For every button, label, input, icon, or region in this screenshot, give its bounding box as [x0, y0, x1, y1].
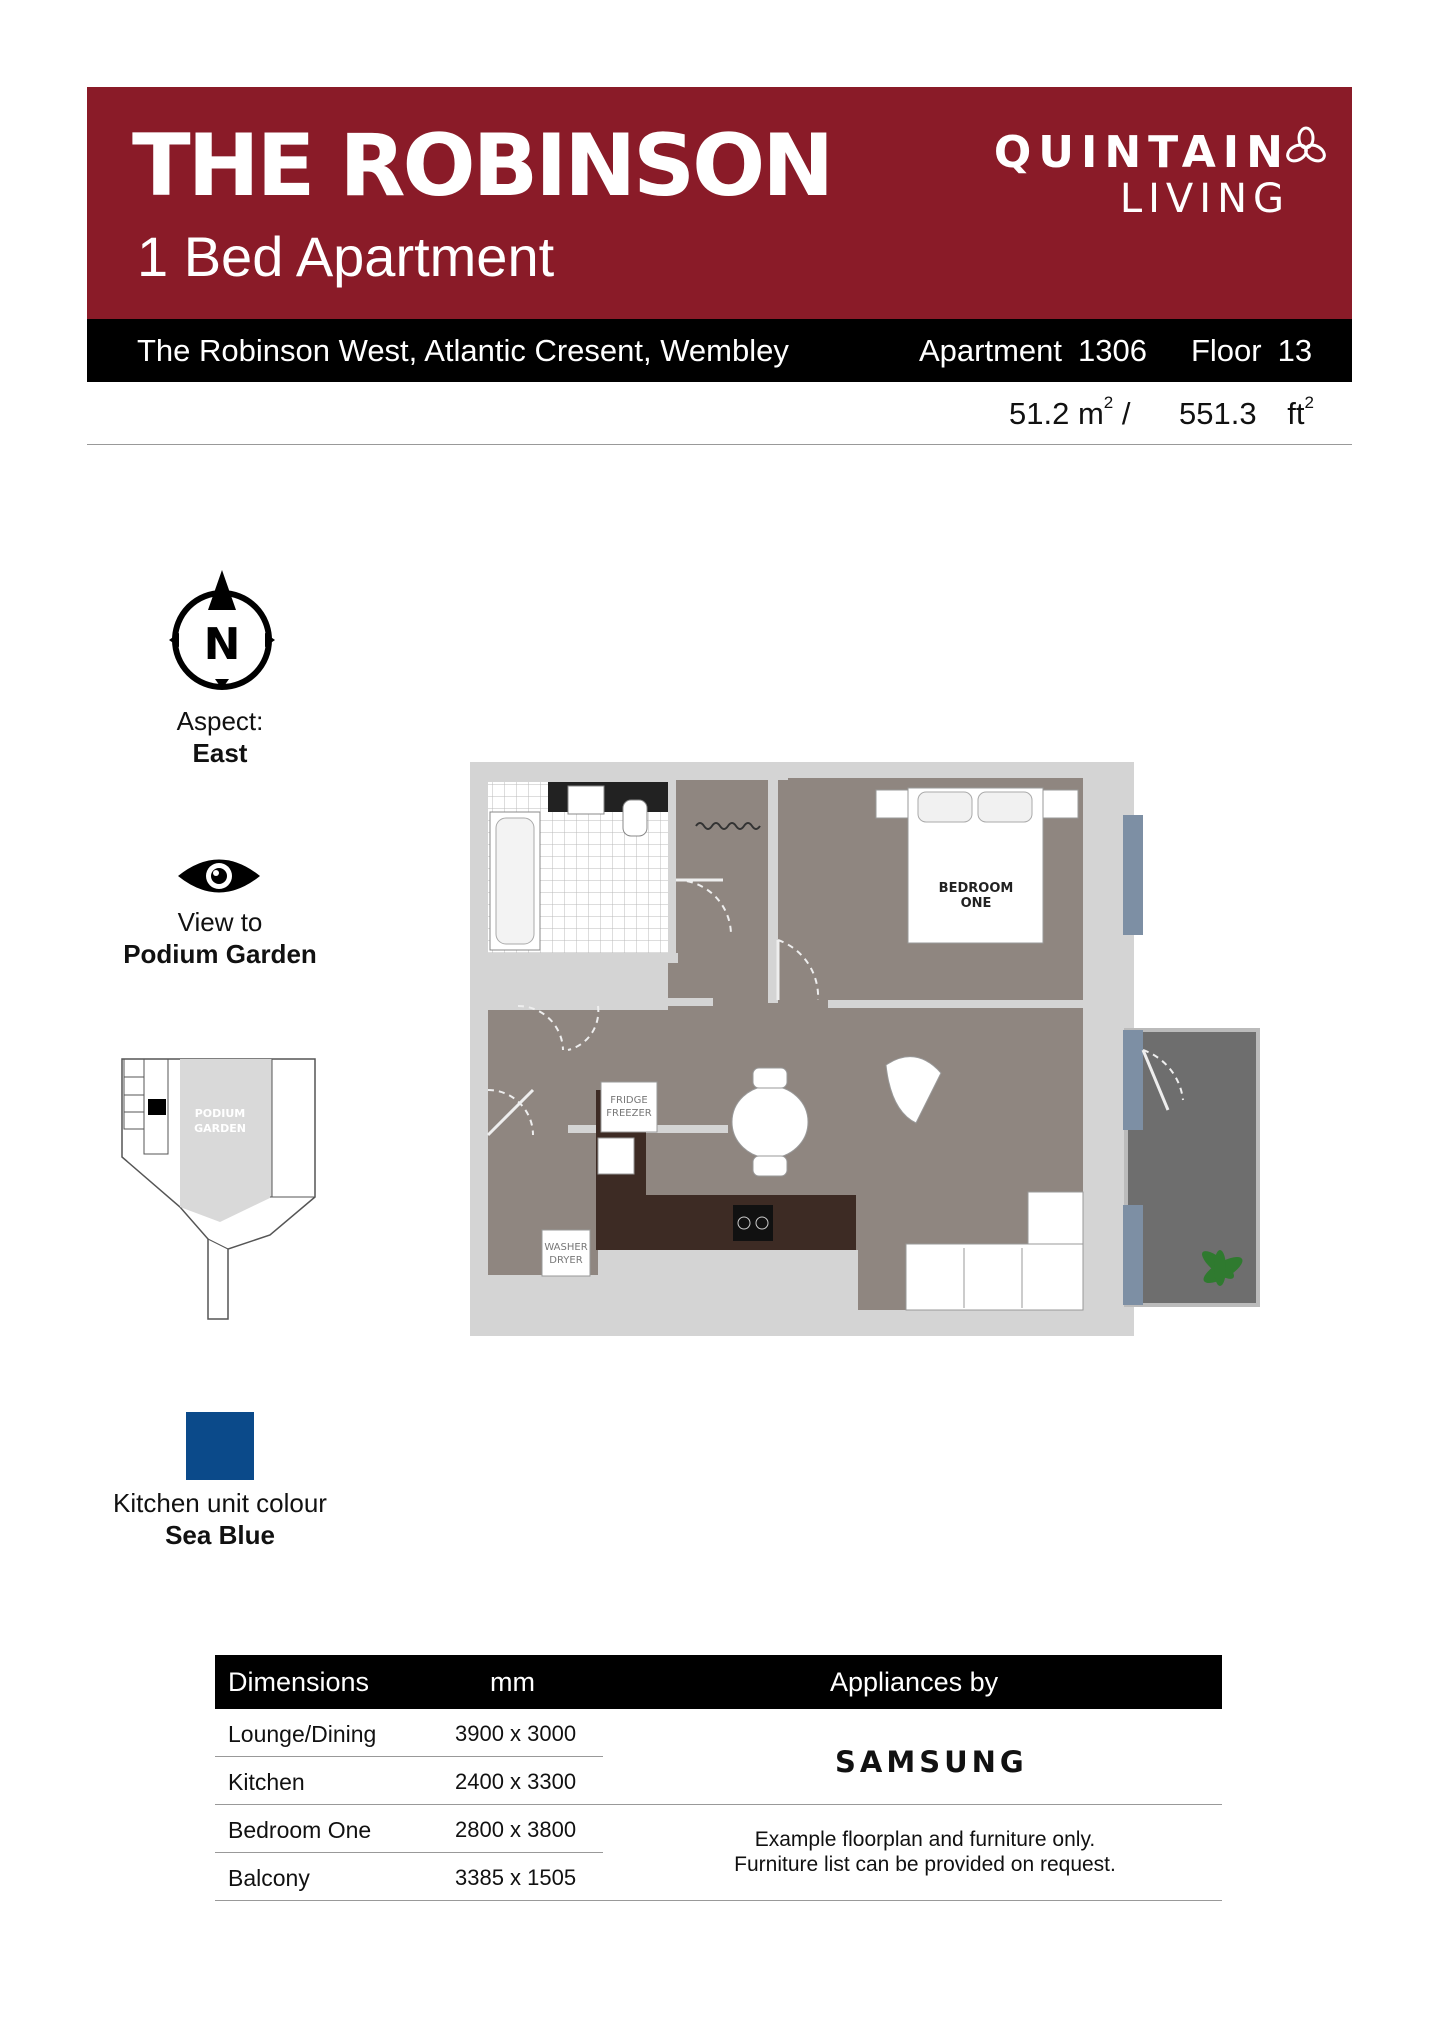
brand-line-2: LIVING [1119, 176, 1290, 222]
view-info [70, 906, 370, 970]
table-row [215, 1757, 603, 1805]
aspect-label: Aspect: [176, 706, 264, 736]
apartment-number: 1306 [1078, 333, 1147, 368]
disclaimer-note [685, 1827, 1165, 1877]
table-row [215, 1805, 603, 1853]
key-plan [120, 1057, 320, 1322]
apartment-label: Apartment [919, 333, 1063, 368]
appliances-divider [603, 1804, 1222, 1805]
view-label: View to [177, 907, 263, 937]
area-separator: / [1121, 396, 1131, 431]
appliance-brand-logo: SAMSUNG [835, 1745, 1028, 1779]
header-appliances: Appliances by [830, 1667, 999, 1697]
table-row [215, 1709, 603, 1757]
brand-line-1: QUINTAIN [993, 127, 1290, 178]
apartment-type: 1 Bed Apartment [137, 225, 555, 288]
address: The Robinson West, Atlantic Cresent, Wembley [137, 333, 789, 368]
washer-label-2: DRYER [549, 1255, 583, 1266]
trefoil-logo-icon [1284, 125, 1328, 169]
room-name: Bedroom One [228, 1817, 372, 1843]
fridge-label-2: FREEZER [606, 1108, 652, 1119]
room-size: 2400 x 3300 [455, 1769, 577, 1794]
washer-label-1: WASHER [544, 1242, 588, 1253]
sqft-value: 551.3 [1179, 396, 1257, 431]
header-dimensions: Dimensions [228, 1667, 370, 1697]
kitchen-colour-swatch [186, 1412, 254, 1480]
room-name: Lounge/Dining [228, 1721, 377, 1747]
sqft-unit: ft [1287, 396, 1305, 431]
room-size: 2800 x 3800 [455, 1817, 577, 1842]
table-header [215, 1655, 1222, 1709]
header-unit: mm [490, 1667, 535, 1697]
room-name: Kitchen [228, 1769, 305, 1795]
view-value: Podium Garden [123, 939, 317, 969]
note-line-2: Furniture list can be provided on request. [734, 1853, 1116, 1876]
floor-label: Floor [1190, 333, 1262, 368]
kitchen-info [70, 1487, 370, 1551]
note-line-1: Example floorplan and furniture only. [754, 1828, 1096, 1851]
table-row [215, 1853, 603, 1901]
brand-logo [993, 127, 1290, 222]
aspect-value: East [192, 738, 248, 768]
header-divider [87, 444, 1352, 445]
info-bar [87, 319, 1352, 382]
room-size: 3385 x 1505 [455, 1865, 577, 1890]
room-size: 3900 x 3000 [455, 1721, 577, 1746]
keyplan-label-1: PODIUM [194, 1107, 246, 1120]
area-sqm [1009, 393, 1131, 432]
kitchen-label: Kitchen unit colour [113, 1488, 327, 1518]
table-bottom-rule [603, 1900, 1222, 1901]
compass-icon [165, 565, 279, 690]
sqm-exponent: 2 [1103, 393, 1114, 412]
fridge-label-1: FRIDGE [610, 1095, 648, 1106]
sqm-unit: m [1077, 396, 1104, 431]
sqm-value: 51.2 [1009, 396, 1070, 431]
room-name: Balcony [228, 1865, 310, 1891]
area-sqft [1179, 393, 1314, 432]
eye-icon [176, 853, 262, 899]
keyplan-label-2: GARDEN [194, 1122, 246, 1135]
sqft-exponent: 2 [1304, 393, 1314, 412]
building-title: THE ROBINSON [132, 116, 832, 216]
bedroom-label-2: ONE [960, 896, 992, 911]
bedroom-label-1: BEDROOM [938, 881, 1014, 896]
apartment-floor [919, 333, 1328, 369]
floor-plan [468, 760, 1264, 1338]
header-banner [87, 87, 1352, 319]
compass-letter: N [203, 619, 241, 670]
floor-number: 13 [1277, 333, 1313, 368]
kitchen-value: Sea Blue [165, 1520, 275, 1550]
aspect-info [70, 705, 370, 769]
